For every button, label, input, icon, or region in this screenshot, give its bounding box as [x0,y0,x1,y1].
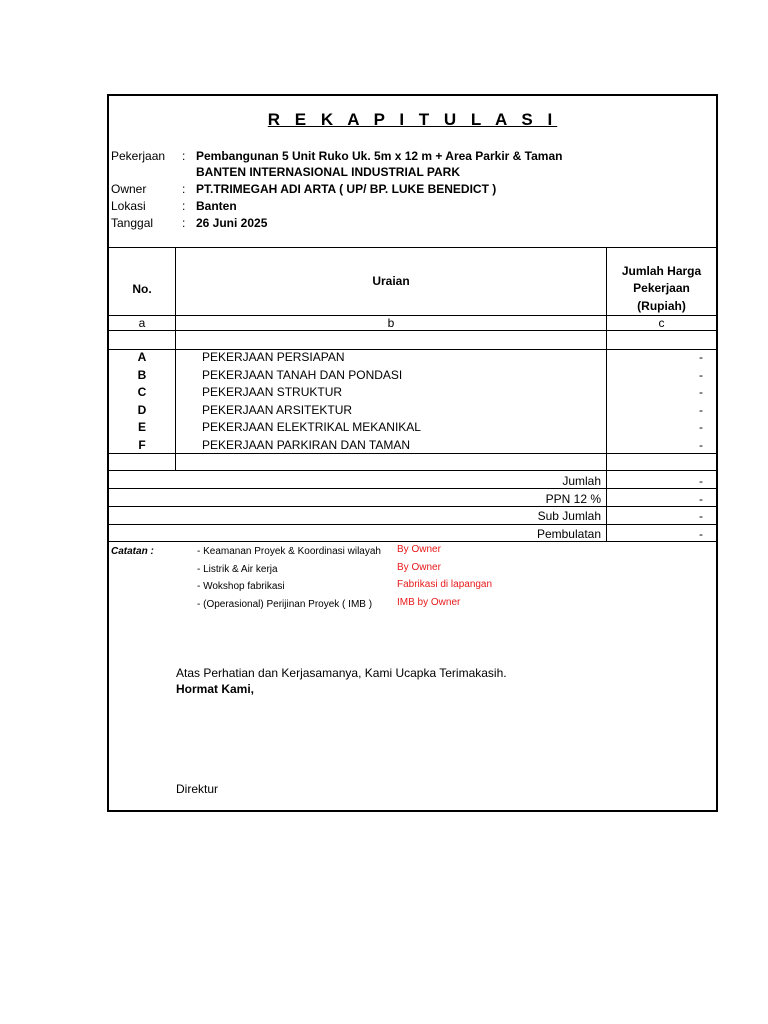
summary-divider [109,524,716,525]
row-uraian: PEKERJAAN ARSITEKTUR [202,403,353,417]
note-remark: By Owner [397,544,441,555]
summary-value-jumlah: - [699,474,703,488]
note-remark: Fabrikasi di lapangan [397,579,493,590]
row-no: E [137,420,146,434]
info-value-pekerjaan: Pembangunan 5 Unit Ruko Uk. 5m x 12 m + Area Parkir & Taman [196,149,563,163]
row-harga: - [699,368,703,382]
note-item: - (Operasional) Perijinan Proyek ( IMB ) [197,599,373,610]
info-colon: : [182,182,186,196]
signatory-title: Direktur [176,782,219,796]
info-value-location-name: BANTEN INTERNASIONAL INDUSTRIAL PARK [196,165,461,179]
info-label-pekerjaan: Pekerjaan [111,149,166,163]
info-value-lokasi: Banten [196,199,237,213]
table-top-border [109,247,716,248]
note-item: - Listrik & Air kerja [197,564,278,575]
closing-thanks: Atas Perhatian dan Kerjasamanya, Kami Ucapka Terimakasih. [176,666,507,680]
summary-divider [109,506,716,507]
row-uraian: PEKERJAAN PERSIAPAN [202,350,345,364]
row-no: B [137,368,147,382]
header-harga-line3: (Rupiah) [637,299,686,313]
header-uraian: Uraian [372,274,410,288]
header-harga-line2: Pekerjaan [633,281,690,295]
row-uraian: PEKERJAAN ELEKTRIKAL MEKANIKAL [202,420,421,434]
recap-sheet [107,94,718,812]
subheader-c: c [658,316,665,330]
closing-regards: Hormat Kami, [176,682,255,696]
summary-divider [109,488,716,489]
info-colon: : [182,199,186,213]
summary-value-pembulatan: - [699,527,703,541]
note-item: - Keamanan Proyek & Koordinasi wilayah [197,546,381,557]
row-harga: - [699,438,703,452]
row-no: C [137,385,147,399]
table-body-end [109,453,716,454]
info-label-tanggal: Tanggal [111,216,154,230]
summary-value-sub-jumlah: - [699,509,703,523]
info-colon: : [182,149,186,163]
table-subheader-divider [109,330,716,331]
summary-label-pembulatan: Pembulatan [536,527,601,541]
page-title: R E K A P I T U L A S I [267,110,558,129]
header-harga-line1: Jumlah Harga [621,264,702,278]
notes-label: Catatan : [111,546,154,557]
note-item: - Wokshop fabrikasi [197,581,285,592]
row-uraian: PEKERJAAN TANAH DAN PONDASI [202,368,403,382]
subheader-b: b [387,316,395,330]
summary-value-ppn: - [699,492,703,506]
row-uraian: PEKERJAAN PARKIRAN DAN TAMAN [202,438,411,452]
table-bottom-border [109,541,716,542]
row-harga: - [699,350,703,364]
row-no: D [137,403,147,417]
row-no: F [138,438,146,452]
row-no: A [137,350,147,364]
info-value-owner: PT.TRIMEGAH ADI ARTA ( UP/ BP. LUKE BENEDICT ) [196,182,497,196]
row-harga: - [699,420,703,434]
info-colon: : [182,216,186,230]
summary-label-jumlah: Jumlah [562,474,601,488]
info-label-owner: Owner [111,182,147,196]
row-harga: - [699,385,703,399]
info-label-lokasi: Lokasi [111,199,146,213]
note-remark: By Owner [397,562,441,573]
info-value-tanggal: 26 Juni 2025 [196,216,268,230]
summary-label-ppn: PPN 12 % [545,492,601,506]
note-remark: IMB by Owner [397,597,461,608]
table-items-end [109,470,716,471]
summary-label-sub-jumlah: Sub Jumlah [537,509,601,523]
subheader-a: a [138,316,146,330]
header-no: No. [132,282,152,296]
row-uraian: PEKERJAAN STRUKTUR [202,385,343,399]
row-harga: - [699,403,703,417]
